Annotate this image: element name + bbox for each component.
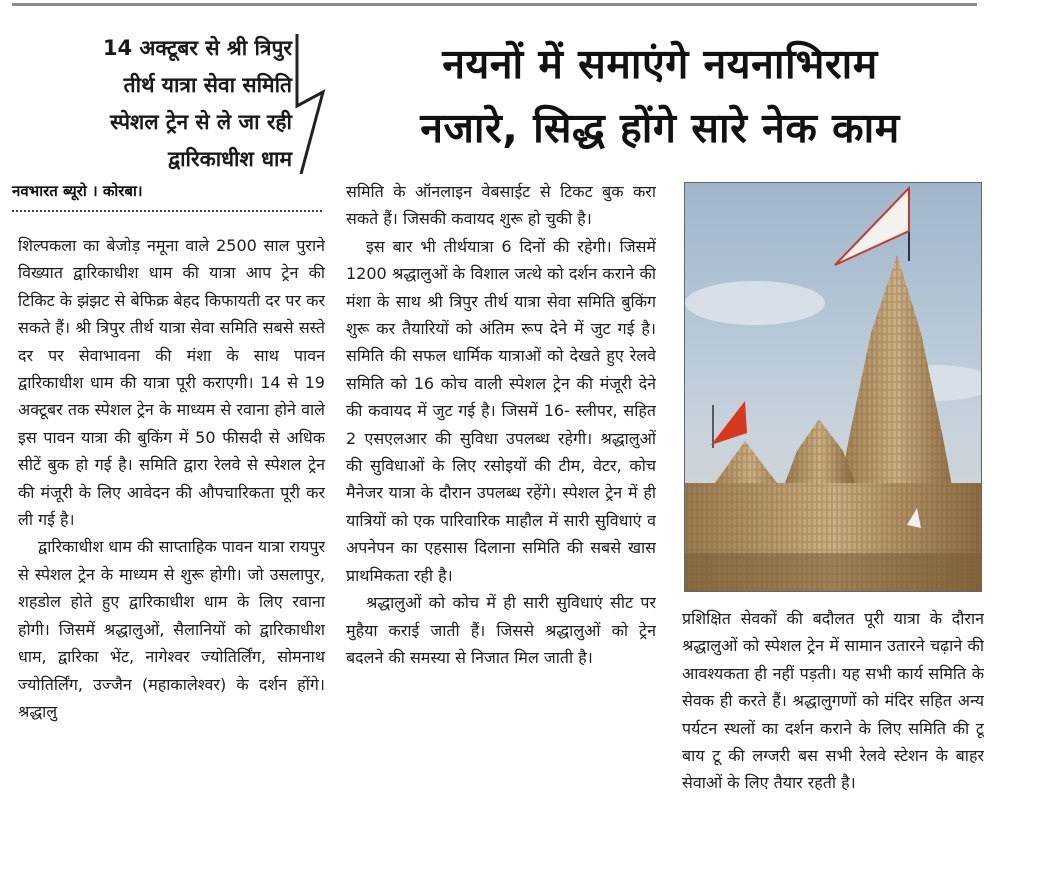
- kicker-line-4: द्वारिकाधीश धाम: [168, 147, 292, 171]
- headline-line-2: नजारे, सिद्ध होंगे सारे नेक काम: [420, 104, 900, 152]
- byline: नवभारत ब्यूरो । कोरबा।: [12, 182, 143, 200]
- paragraph-1: शिल्पकला का बेजोड़ नमूना वाले 2500 साल पुराने विख्यात द्वारिकाधीश धाम की यात्रा आप ट्रेन की टिकिट के झंझट से बेफिक्र बेहद किफायती दर पर कर सकते हैं। श्री त्रिपुर तीर्थ यात्रा सेवा समिति सबसे सस्ते दर पर सेवाभावना की मंशा के साथ पावन द्वारिकाधीश धाम की यात्रा पूरी कराएगी। 14 से 19 अक्टूबर तक स्पेशल ट्रेन के माध्यम से रवाना होने वाले इस पावन यात्रा की बुकिंग में 50 फीसदी से अधिक सीटें बुक हो गई है। समिति द्वारा रेलवे से स्पेशल ट्रेन की मंजूरी के लिए आवेदन की औपचारिकता पूरी कर ली गई है।: [18, 236, 325, 530]
- byline-divider: [12, 210, 322, 212]
- temple-photo: [684, 182, 982, 592]
- paragraph-4: इस बार भी तीर्थयात्रा 6 दिनों की रहेगी। जिसमें 1200 श्रद्धालुओं के विशाल जत्थे को दर्शन कराने की मंशा के साथ श्री त्रिपुर तीर्थ यात्रा सेवा समिति बुकिंग शुरू कर तैयारियों को अंतिम रूप देने में जुट गई है। समिति की सफल धार्मिक यात्राओं को देखते हुए रेलवे समिति को 16 कोच वाली स्पेशल ट्रेन की मंजूरी देने की कवायद में जुट गई है। जिसमें 16- स्लीपर, सहित 2 एसएलआर की सुविधा उपलब्ध रहेगी। श्रद्धालुओं की सुविधाओं के लिए रसोइयों की टीम, वेटर, कोच मैनेजर यात्रा के दौरान उपलब्ध रहेंगे। स्पेशल ट्रेन में ही यात्रियों को एक पारिवारिक माहौल में सारी सुविधाएं व अपनेपन का एहसास दिलाना समिति की सबसे खास प्राथमिकता रही है।: [346, 236, 656, 585]
- top-rule: [12, 3, 977, 6]
- article-column-1: [18, 232, 325, 882]
- headline-line-1: नयनों में समाएंगे नयनाभिराम: [442, 40, 878, 88]
- kicker-line-3: स्पेशल ट्रेन से ले जा रही: [109, 110, 292, 134]
- paragraph-6: प्रशिक्षित सेवकों की बदौलत पूरी यात्रा के दौरान श्रद्धालुओं को स्पेशल ट्रेन में सामान उतारने चढ़ाने की आवश्यकता ही नहीं पड़ती। यह सभी कार्य समिति के सेवक ही करते हैं। श्रद्धालुगणों को मंदिर सहित अन्य पर्यटन स्थलों का दर्शन कराने के लिए समिति की टू बाय टू की लग्जरी बस सभी रेलवे स्टेशन के बाहर सेवाओं के लिए तैयार रहती है।: [682, 609, 984, 793]
- article-column-2: [346, 178, 656, 878]
- article-column-3: [682, 605, 984, 875]
- paragraph-3: समिति के ऑनलाइन वेबसाईट से टिकट बुक करा सकते हैं। जिसकी कवायद शुरू हो चुकी है।: [346, 182, 656, 229]
- kicker-headline: [12, 30, 292, 178]
- kicker-line-2: तीर्थ यात्रा सेवा समिति: [123, 73, 292, 97]
- main-headline: [335, 32, 985, 160]
- kicker-line-1: 14 अक्टूबर से श्री त्रिपुर: [102, 36, 292, 60]
- paragraph-2: द्वारिकाधीश धाम की साप्ताहिक पावन यात्रा रायपुर से स्पेशल ट्रेन के माध्यम से शुरू होगी। जो उसलापुर, शहडोल होते हुए द्वारिकाधीश धाम के लिए रवाना होगी। जिसमें श्रद्धालुओं, सैलानियों को द्वारिकाधीश धाम, द्वारिका भेंट, नागेश्वर ज्योतिर्लिंग, सोमनाथ ज्योतिर्लिंग, उज्जैन (महाकालेश्वर) के दर्शन होंगे। श्रद्धालु: [18, 537, 325, 721]
- kicker-divider: [293, 34, 333, 174]
- temple-illustration: [685, 183, 981, 591]
- paragraph-5: श्रद्धालुओं को कोच में ही सारी सुविधाएं सीट पर मुहैया कराई जाती हैं। जिससे श्रद्धालुओं को ट्रेन बदलने की समस्या से निजात मिल जाती है।: [346, 593, 656, 667]
